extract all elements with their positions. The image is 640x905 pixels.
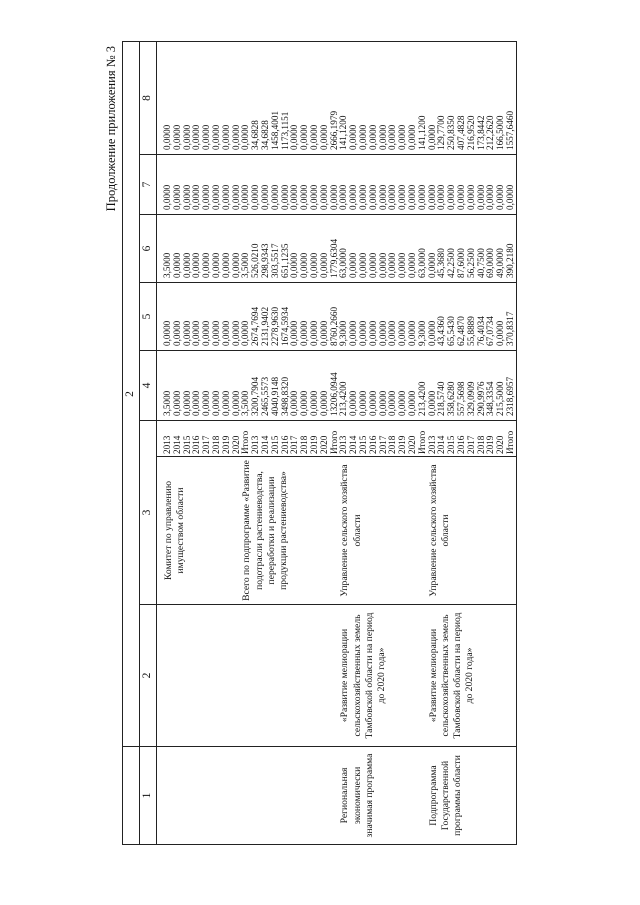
program-name: «Развитие мелиорации сельскохозяйственных земель Тамбовской области на период до 2020 года» — [339, 605, 427, 747]
header-top-col2: 2 — [123, 42, 140, 747]
budget-table — [122, 41, 517, 845]
values-col7: 0,0000 0,0000 0,0000 0,0000 0,0000 0,0000 0,0000 0,0000 0,0000 — [428, 155, 517, 215]
rotated-table-sheet — [100, 40, 540, 845]
responsible-committee: Комитет по управлению имуществом области — [163, 457, 241, 605]
values-col5: 0,0000 2674,7694 2131,9402 2278,9630 1674,5934 0,0000 0,0000 0,0000 0,0000 8760,2660 — [241, 283, 339, 351]
values-col7: 0,0000 0,0000 0,0000 0,0000 0,0000 0,0000 0,0000 0,0000 0,0000 0,0000 — [241, 155, 339, 215]
header-col-6: 6 — [140, 215, 157, 283]
years-list: Итого 2013 2014 2015 2016 2017 2018 2019 2020 Итого — [241, 421, 339, 457]
table-row-committee — [163, 42, 241, 845]
values-col5: 9,3000 0,0000 0,0000 0,0000 0,0000 0,0000 0,0000 0,0000 9,3000 — [339, 283, 427, 351]
header-col-1: 1 — [140, 747, 157, 845]
header-col-5: 5 — [140, 283, 157, 351]
values-col6: 3,5000 0,0000 0,0000 0,0000 0,0000 0,0000 0,0000 0,0000 — [163, 215, 241, 283]
header-row-top — [123, 42, 140, 845]
header-col-7: 7 — [140, 155, 157, 215]
program-status: Подпрограмма Государственной программы области — [428, 747, 517, 845]
header-col-2: 2 — [140, 605, 157, 747]
header-row-numbers — [140, 42, 157, 845]
years-list: 2013 2014 2015 2016 2017 2018 2019 2020 — [163, 421, 241, 457]
subprogram-total-label: Всего по подпрограмме «Развитие подотрасли растениеводства, переработки и реализации продукции растениеводства» — [241, 457, 339, 605]
values-col5: 0,0000 43,4360 65,5430 62,4870 55,8889 76,4034 67,0734 0,0000 370,8317 — [428, 283, 517, 351]
table-row-state-subprogram — [428, 42, 517, 845]
program-status: Региональная экономически значимая программа — [339, 747, 427, 845]
years-list: 2013 2014 2015 2016 2017 2018 2019 2020 Итого — [428, 421, 517, 457]
responsible-executor: Управление сельского хозяйства области — [339, 457, 427, 605]
appendix-caption: Продолжение приложения № 3 — [104, 46, 118, 212]
values-col7: 0,0000 0,0000 0,0000 0,0000 0,0000 0,0000 0,0000 0,0000 — [163, 155, 241, 215]
values-col6: 3,5000 526,0210 298,9343 303,5517 651,1235 0,0000 0,0000 0,0000 0,0000 1779,6304 — [241, 215, 339, 283]
values-col4: 213,4200 0,0000 0,0000 0,0000 0,0000 0,0000 0,0000 0,0000 213,4200 — [339, 351, 427, 421]
values-col8: 0,0000 0,0000 0,0000 0,0000 0,0000 0,0000 0,0000 0,0000 — [163, 42, 241, 155]
values-col7: 0,0000 0,0000 0,0000 0,0000 0,0000 0,0000 0,0000 0,0000 0,0000 — [339, 155, 427, 215]
years-list: 2013 2014 2015 2016 2017 2018 2019 2020 Итого — [339, 421, 427, 457]
header-col-4: 4 — [140, 351, 157, 421]
table-row-subprogram-total — [241, 42, 339, 845]
values-col5: 0,0000 0,0000 0,0000 0,0000 0,0000 0,0000 0,0000 0,0000 — [163, 283, 241, 351]
values-col4: 3,5000 0,0000 0,0000 0,0000 0,0000 0,0000 0,0000 0,0000 — [163, 351, 241, 421]
program-name: «Развитие мелиорации сельскохозяйственных земель Тамбовской области на период до 2020 года» — [428, 605, 517, 747]
values-col8: 0,0000 34,6828 34,6828 1458,4001 1173,1151 0,0000 0,0000 0,0000 0,0000 2666,1979 — [241, 42, 339, 155]
header-blank — [123, 747, 140, 845]
values-col6: 63,0000 0,0000 0,0000 0,0000 0,0000 0,0000 0,0000 0,0000 63,0000 — [339, 215, 427, 283]
table-row-regional-program — [339, 42, 427, 845]
values-col8: 0,0000 129,7700 250,8350 407,4828 216,9520 173,8442 212,2620 166,5000 1557,6460 — [428, 42, 517, 155]
values-col8: 141,1200 0,0000 0,0000 0,0000 0,0000 0,0000 0,0000 0,0000 141,1200 — [339, 42, 427, 155]
header-col-3: 3 — [140, 421, 157, 605]
values-col6: 0,0000 45,3680 42,2500 87,6000 56,2500 40,7500 69,0000 49,0000 390,2180 — [428, 215, 517, 283]
values-col4: 0,0000 218,5740 358,6280 557,5698 329,0909 290,9976 348,3354 215,5000 2318,6957 — [428, 351, 517, 421]
header-col-8: 8 — [140, 42, 157, 155]
responsible-executor: Управление сельского хозяйства области — [428, 457, 517, 605]
values-col4: 3,5000 3200,7904 2465,5573 4040,9148 3498,8320 0,0000 0,0000 0,0000 0,0000 13206,0944 — [241, 351, 339, 421]
